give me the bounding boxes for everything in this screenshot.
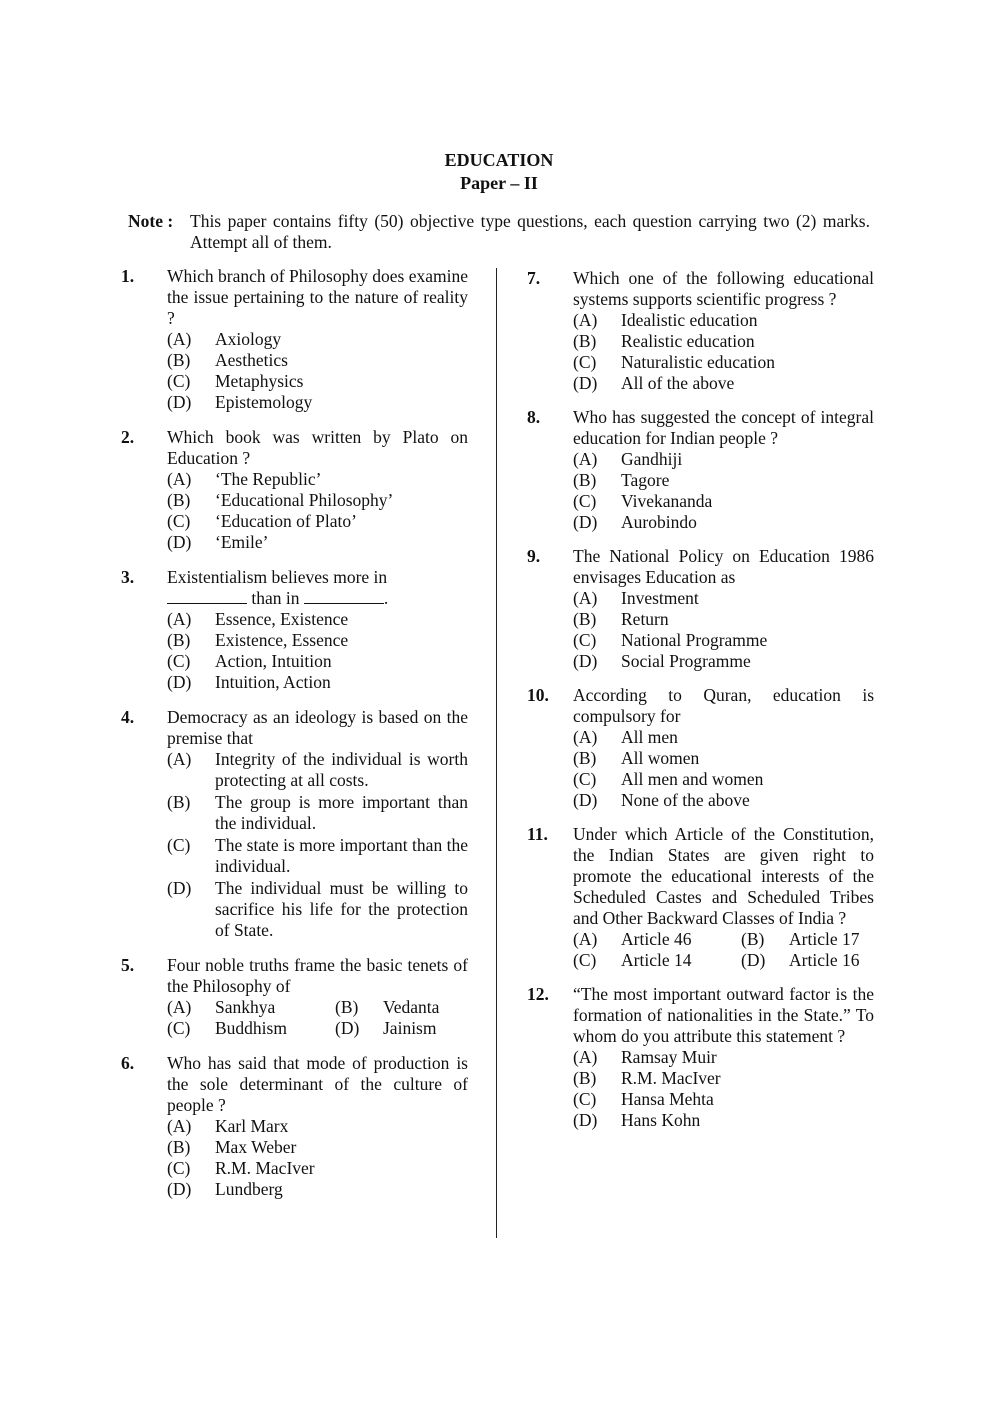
option-text: ‘Educational Philosophy’ xyxy=(215,490,394,510)
option-label: (D) xyxy=(167,672,192,692)
option-text: All women xyxy=(621,748,700,768)
option-text: Essence, Existence xyxy=(215,609,349,629)
option-text: The group is more important than the individual. xyxy=(215,792,468,833)
option-list xyxy=(167,1116,468,1200)
option-label: (A) xyxy=(573,929,598,949)
option-text: ‘The Republic’ xyxy=(215,469,322,489)
instruction-note xyxy=(128,211,870,253)
option-b xyxy=(167,350,468,371)
option-a xyxy=(573,310,874,331)
option-label: (B) xyxy=(741,929,765,949)
option-label: (D) xyxy=(167,392,192,412)
option-label: (D) xyxy=(573,512,598,532)
option-text: Realistic education xyxy=(621,331,755,351)
option-a xyxy=(573,449,874,470)
option-c xyxy=(573,950,741,971)
option-label: (C) xyxy=(167,651,191,671)
option-text: All of the above xyxy=(621,373,735,393)
option-label: (C) xyxy=(573,950,597,970)
page-title: EDUCATION xyxy=(444,150,554,170)
question-5 xyxy=(121,955,468,1039)
option-a xyxy=(167,1116,468,1137)
question-number: 5. xyxy=(121,955,135,975)
option-label: (C) xyxy=(573,630,597,650)
question-11 xyxy=(527,824,874,971)
question-text: Democracy as an ideology is based on the premise that xyxy=(167,707,468,748)
option-b xyxy=(573,748,874,769)
option-a xyxy=(573,588,874,609)
option-a xyxy=(573,727,874,748)
question-text: According to Quran, education is compulsory for xyxy=(573,685,874,726)
option-list xyxy=(167,749,468,941)
left-column xyxy=(121,266,468,1200)
option-text: Intuition, Action xyxy=(215,672,331,692)
option-d xyxy=(167,532,468,553)
option-b xyxy=(167,792,468,834)
option-label: (C) xyxy=(573,769,597,789)
option-label: (D) xyxy=(167,1179,192,1199)
option-label: (A) xyxy=(167,609,192,629)
option-d xyxy=(167,672,468,693)
option-list xyxy=(573,310,874,394)
question-text: The National Policy on Education 1986 envisages Education as xyxy=(573,546,874,587)
option-label: (B) xyxy=(167,350,191,370)
question-number: 12. xyxy=(527,984,549,1004)
option-text: Tagore xyxy=(621,470,670,490)
option-d xyxy=(573,651,874,672)
note-label: Note : xyxy=(128,211,174,231)
option-text: The state is more important than the individual. xyxy=(215,835,468,876)
option-d xyxy=(573,512,874,533)
option-c xyxy=(573,1089,874,1110)
option-text: The individual must be willing to sacrifice his life for the protection of State. xyxy=(215,878,468,940)
option-label: (C) xyxy=(167,371,191,391)
option-label: (B) xyxy=(167,630,191,650)
option-label: (C) xyxy=(573,491,597,511)
option-label: (C) xyxy=(167,1018,191,1038)
option-c xyxy=(167,511,468,532)
option-text: Return xyxy=(621,609,669,629)
option-text: Hansa Mehta xyxy=(621,1089,714,1109)
option-text: Idealistic education xyxy=(621,310,758,330)
option-text: Axiology xyxy=(215,329,282,349)
option-a xyxy=(167,469,468,490)
option-text: Ramsay Muir xyxy=(621,1047,717,1067)
question-number: 4. xyxy=(121,707,135,727)
option-text: ‘Education of Plato’ xyxy=(215,511,357,531)
option-label: (A) xyxy=(573,588,598,608)
option-text: Aurobindo xyxy=(621,512,697,532)
fill-blank xyxy=(167,589,247,604)
option-list xyxy=(573,929,874,971)
option-label: (D) xyxy=(167,532,192,552)
option-b xyxy=(573,1068,874,1089)
question-text-part-1: Existentialism believes more in xyxy=(167,567,388,587)
option-c xyxy=(573,491,874,512)
option-text: Investment xyxy=(621,588,699,608)
option-label: (D) xyxy=(335,1018,360,1038)
question-text: Existentialism believes more in than in . xyxy=(167,567,389,608)
option-a xyxy=(573,929,741,950)
option-list xyxy=(167,329,468,413)
column-divider xyxy=(496,268,497,1238)
option-list xyxy=(167,609,468,693)
paper-subtitle: Paper – II xyxy=(460,173,538,193)
option-d xyxy=(335,1018,468,1039)
question-text: Who has suggested the concept of integral education for Indian people ? xyxy=(573,407,874,448)
option-a xyxy=(167,997,335,1018)
option-text: Action, Intuition xyxy=(215,651,332,671)
question-number: 8. xyxy=(527,407,541,427)
option-text: Sankhya xyxy=(215,997,276,1017)
option-c xyxy=(573,769,874,790)
option-label: (D) xyxy=(573,651,598,671)
question-number: 10. xyxy=(527,685,549,705)
question-number: 11. xyxy=(527,824,548,844)
option-b xyxy=(167,630,468,651)
option-text: Vivekananda xyxy=(621,491,713,511)
option-label: (B) xyxy=(573,748,597,768)
option-label: (A) xyxy=(167,749,192,769)
question-text: Which branch of Philosophy does examine the issue pertaining to the nature of reality ? xyxy=(167,266,468,328)
option-b xyxy=(573,609,874,630)
question-text: Who has said that mode of production is the sole determinant of the culture of people ? xyxy=(167,1053,468,1115)
option-label: (B) xyxy=(167,1137,191,1157)
option-text: Integrity of the individual is worth protecting at all costs. xyxy=(215,749,468,790)
option-text: Existence, Essence xyxy=(215,630,349,650)
option-label: (C) xyxy=(167,835,191,855)
option-a xyxy=(167,609,468,630)
option-b xyxy=(167,490,468,511)
option-text: Social Programme xyxy=(621,651,751,671)
question-text: Under which Article of the Constitution, the Indian States are given right to promote the educational interests of the Scheduled Castes and Scheduled Tribes and Other Backward Classes of India ? xyxy=(573,824,874,928)
option-list xyxy=(573,588,874,672)
option-label: (A) xyxy=(167,469,192,489)
option-text: Article 17 xyxy=(789,929,860,949)
option-b xyxy=(741,929,874,950)
option-label: (C) xyxy=(573,352,597,372)
option-text: Article 46 xyxy=(621,929,692,949)
option-b xyxy=(573,470,874,491)
option-label: (C) xyxy=(573,1089,597,1109)
question-number: 3. xyxy=(121,567,135,587)
option-label: (B) xyxy=(167,792,191,812)
option-text: Article 16 xyxy=(789,950,860,970)
option-label: (A) xyxy=(573,310,598,330)
option-text: Article 14 xyxy=(621,950,692,970)
option-text: All men xyxy=(621,727,678,747)
option-text: Gandhiji xyxy=(621,449,683,469)
option-c xyxy=(167,1158,468,1179)
option-label: (B) xyxy=(335,997,359,1017)
option-b xyxy=(167,1137,468,1158)
option-text: Metaphysics xyxy=(215,371,304,391)
option-label: (B) xyxy=(167,490,191,510)
option-d xyxy=(167,392,468,413)
right-column xyxy=(527,268,874,1131)
option-label: (D) xyxy=(741,950,766,970)
option-a xyxy=(167,329,468,350)
option-label: (B) xyxy=(573,1068,597,1088)
option-d xyxy=(741,950,874,971)
option-label: (B) xyxy=(573,470,597,490)
option-text: Lundberg xyxy=(215,1179,283,1199)
question-number: 1. xyxy=(121,266,135,286)
note-text: This paper contains fifty (50) objective type questions, each question carrying two (2) marks. Attempt all of them. xyxy=(190,211,870,252)
option-text: Max Weber xyxy=(215,1137,297,1157)
option-d xyxy=(167,878,468,941)
option-c xyxy=(573,352,874,373)
fill-blank xyxy=(304,589,384,604)
question-10 xyxy=(527,685,874,811)
option-label: (D) xyxy=(573,373,598,393)
option-label: (A) xyxy=(167,329,192,349)
option-c xyxy=(573,630,874,651)
option-label: (D) xyxy=(167,878,192,898)
option-text: Epistemology xyxy=(215,392,313,412)
question-7 xyxy=(527,268,874,394)
option-list xyxy=(573,727,874,811)
option-label: (B) xyxy=(573,331,597,351)
option-text: Karl Marx xyxy=(215,1116,289,1136)
option-label: (D) xyxy=(573,1110,598,1130)
option-text: National Programme xyxy=(621,630,768,650)
question-6 xyxy=(121,1053,468,1200)
question-text-part-2: than in xyxy=(251,588,300,608)
option-text: Naturalistic education xyxy=(621,352,776,372)
question-1 xyxy=(121,266,468,413)
question-12 xyxy=(527,984,874,1131)
option-c xyxy=(167,1018,335,1039)
option-d xyxy=(573,790,874,811)
question-number: 6. xyxy=(121,1053,135,1073)
option-list xyxy=(167,997,468,1039)
question-text: Four noble truths frame the basic tenets of the Philosophy of xyxy=(167,955,468,996)
option-b xyxy=(335,997,468,1018)
option-text: Jainism xyxy=(383,1018,437,1038)
option-c xyxy=(167,835,468,877)
question-4 xyxy=(121,707,468,941)
option-text: Hans Kohn xyxy=(621,1110,701,1130)
option-a xyxy=(573,1047,874,1068)
option-d xyxy=(167,1179,468,1200)
option-d xyxy=(573,373,874,394)
option-label: (B) xyxy=(573,609,597,629)
question-3 xyxy=(121,567,468,693)
option-text: None of the above xyxy=(621,790,750,810)
question-text: Which book was written by Plato on Education ? xyxy=(167,427,468,468)
option-text: Aesthetics xyxy=(215,350,288,370)
option-list xyxy=(573,449,874,533)
question-8 xyxy=(527,407,874,533)
question-text: Which one of the following educational systems supports scientific progress ? xyxy=(573,268,874,309)
option-label: (C) xyxy=(167,1158,191,1178)
option-label: (A) xyxy=(573,727,598,747)
option-text: Vedanta xyxy=(383,997,440,1017)
option-label: (A) xyxy=(573,449,598,469)
option-c xyxy=(167,651,468,672)
option-text: R.M. MacIver xyxy=(621,1068,721,1088)
option-label: (A) xyxy=(167,1116,192,1136)
option-label: (D) xyxy=(573,790,598,810)
option-list xyxy=(167,469,468,553)
question-number: 7. xyxy=(527,268,541,288)
question-number: 2. xyxy=(121,427,135,447)
option-text: ‘Emile’ xyxy=(215,532,269,552)
question-number: 9. xyxy=(527,546,541,566)
option-label: (C) xyxy=(167,511,191,531)
option-label: (A) xyxy=(573,1047,598,1067)
option-list xyxy=(573,1047,874,1131)
option-label: (A) xyxy=(167,997,192,1017)
option-a xyxy=(167,749,468,791)
option-text: All men and women xyxy=(621,769,764,789)
question-9 xyxy=(527,546,874,672)
question-text: “The most important outward factor is the formation of nationalities in the State.” To whom do you attribute this statement ? xyxy=(573,984,874,1046)
option-b xyxy=(573,331,874,352)
option-text: R.M. MacIver xyxy=(215,1158,315,1178)
option-d xyxy=(573,1110,874,1131)
question-2 xyxy=(121,427,468,553)
option-c xyxy=(167,371,468,392)
option-text: Buddhism xyxy=(215,1018,287,1038)
